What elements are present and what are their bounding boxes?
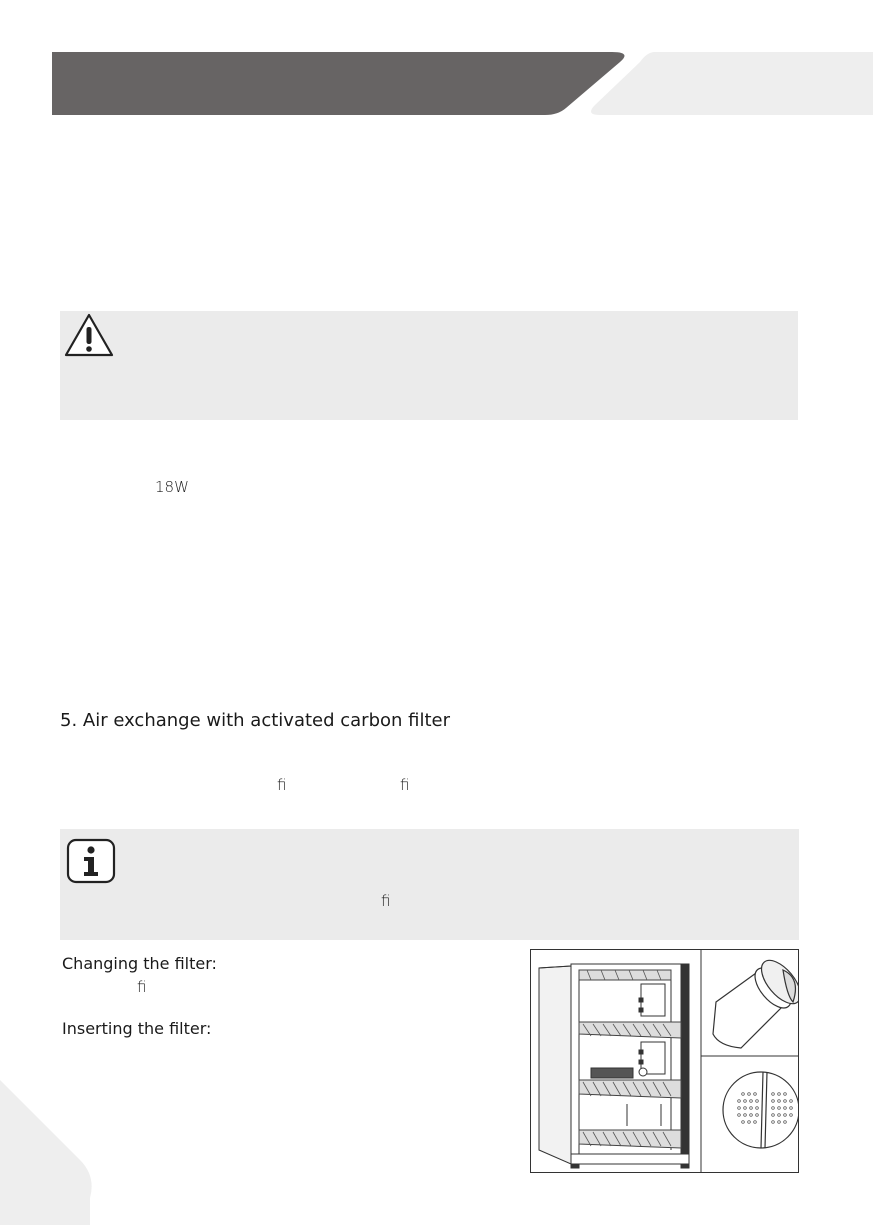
info-icon xyxy=(66,838,116,884)
fridge-illustration xyxy=(530,949,799,1173)
warning-box xyxy=(60,311,798,420)
info-box xyxy=(60,829,799,940)
header-tab-dark xyxy=(52,52,625,115)
header-banner xyxy=(0,0,873,130)
changing-filter-heading: Changing the filter: xyxy=(62,954,217,973)
text-fragment: ﬁ xyxy=(381,892,391,910)
page-corner-tab xyxy=(0,1080,100,1225)
inserting-filter-heading: Inserting the filter: xyxy=(62,1019,212,1038)
header-tab-light xyxy=(591,52,873,115)
power-value: 18W xyxy=(155,478,189,496)
text-fragment: ﬁ xyxy=(400,776,410,794)
warning-triangle-icon xyxy=(63,312,115,358)
filter-cap-icon xyxy=(723,1072,798,1148)
text-fragment: ﬁ xyxy=(277,776,287,794)
fridge-drawing xyxy=(531,950,798,1172)
filter-cartridge-icon xyxy=(713,954,798,1048)
text-fragment: ﬁ xyxy=(137,978,147,996)
fridge-cabinet xyxy=(539,964,689,1168)
section-title: 5. Air exchange with activated carbon filter xyxy=(60,710,451,731)
